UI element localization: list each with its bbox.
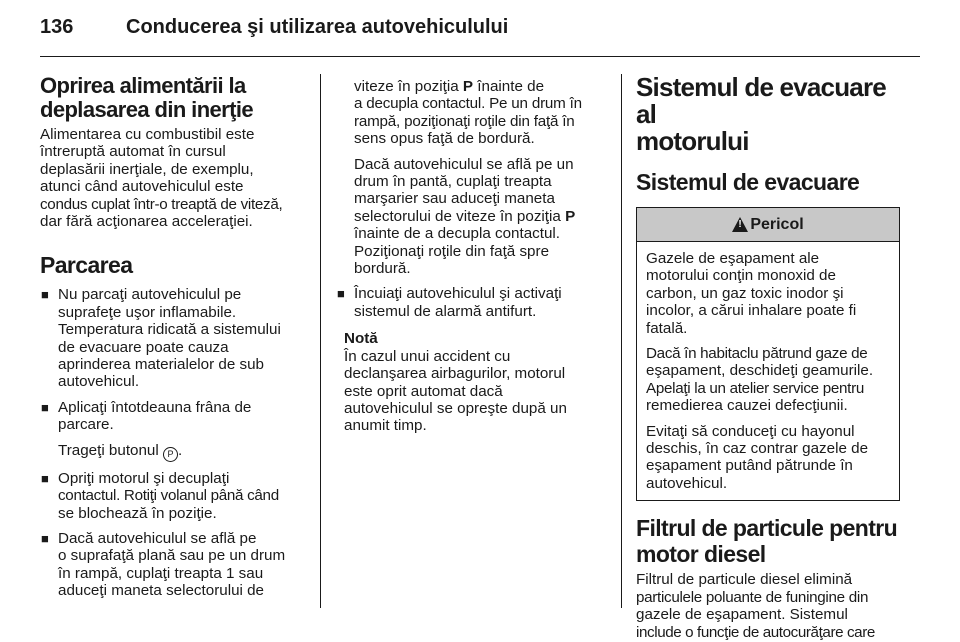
danger-paragraph-2 (646, 345, 891, 415)
list-item (40, 470, 308, 522)
bullet-square-icon: ■ (337, 286, 345, 302)
text-line: autovehiculul se opreşte după un (344, 399, 567, 417)
text-line: a decupla contactul. Pe un drum în (354, 95, 582, 113)
text-line: rampă, poziţionaţi roţile din faţă în (354, 112, 575, 130)
danger-box-header (637, 208, 899, 242)
text-line: Aplicaţi întotdeauna frâna de (58, 398, 252, 416)
text-line: include o funcţie de autocurăţare care (636, 623, 875, 641)
danger-label: Pericol (750, 215, 804, 233)
list-item (336, 285, 606, 320)
gear-position-label: P (565, 207, 576, 225)
text-line: motorului conţin monoxid de (646, 267, 836, 285)
text-line: incolor, a cărui inhalare poate fi (646, 302, 857, 320)
danger-box (636, 207, 900, 501)
text-span: selectorului de viteze în poziţia (354, 207, 561, 225)
fuel-cut-paragraph (40, 126, 308, 230)
text-line: parcare. (58, 416, 114, 434)
text-line: o suprafaţă plană sau pe un drum (58, 547, 286, 565)
text-line: Gazele de eşapament ale (646, 250, 820, 267)
text-line (354, 208, 606, 225)
header-divider (40, 56, 920, 57)
text-line: Dacă autovehiculul se află pe (58, 529, 257, 547)
text-line: fatală. (646, 319, 688, 337)
heading-line: Sistemul de evacuare al (636, 72, 886, 129)
slope-paragraph (336, 156, 606, 278)
text-line: aprinderea materialelor de sub (58, 356, 264, 374)
text-line: eşapament putând pătrunde în (646, 457, 853, 475)
text-line: se blochează în poziţie. (58, 504, 217, 522)
list-item (40, 399, 308, 434)
bullet-square-icon: ■ (41, 530, 49, 546)
column-divider-1 (320, 74, 321, 608)
column-middle (336, 78, 606, 435)
text-line: înainte de a decupla contactul. (354, 225, 561, 243)
danger-paragraph-3 (646, 423, 891, 493)
subheading-exhaust-system: Sistemul de evacuare (636, 169, 860, 195)
text-line: remedierea cauzei defecţiunii. (646, 397, 848, 415)
parking-brake-icon: P (163, 447, 178, 462)
text-line: bordură. (354, 260, 411, 278)
chapter-title: Conducerea şi utilizarea autovehiculului (126, 16, 509, 38)
list-item (40, 530, 308, 600)
page-number: 136 (40, 16, 74, 38)
text-line: întreruptă automat în cursul (40, 143, 226, 161)
note-block (336, 330, 606, 434)
text-line: În cazul unui accident cu (344, 347, 511, 365)
danger-box-body (637, 242, 899, 500)
text-line: deschis, în caz contrar gazele de (646, 440, 869, 458)
diesel-filter-paragraph (636, 571, 906, 641)
text-line: sens opus faţă de bordură. (354, 130, 535, 148)
bullet-square-icon: ■ (41, 287, 49, 303)
text-line: dar fără acţionarea acceleraţiei. (40, 213, 253, 231)
text-line: autovehicul. (646, 474, 728, 492)
text-line: Poziţionaţi roţile din faţă spre (354, 242, 550, 260)
parking-brake-instruction: Trageţi butonul P . (40, 442, 308, 462)
text-line: condus cuplat într-o treaptă de viteză, (40, 195, 283, 213)
section-heading-exhaust (636, 74, 906, 155)
text-line: Dacă autovehiculul se află pe un (354, 155, 574, 173)
text-line: gazele de eşapament. Sistemul (636, 606, 848, 624)
text-line: Nu parcaţi autovehiculul pe (58, 286, 242, 304)
text-line: Opriţi motorul şi decuplaţi (58, 469, 230, 487)
text-line: Filtrul de particule diesel elimină (636, 571, 853, 589)
heading-line: Filtrul de particule pentru (636, 515, 898, 542)
text-line: deplasării inerţiale, de exemplu, (40, 160, 254, 178)
note-title: Notă (344, 330, 378, 348)
text-line (354, 78, 606, 95)
text-line: este oprit automat dacă (344, 382, 503, 400)
bullet-square-icon: ■ (41, 399, 49, 415)
section-heading-fuel-cut: Oprirea alimentării la deplasarea din inerţie (40, 73, 253, 122)
column-right (636, 74, 906, 641)
danger-paragraph-1 (646, 250, 891, 337)
text-line: anumit timp. (344, 417, 427, 435)
text-line: carbon, un gaz toxic inodor şi (646, 284, 844, 302)
text-line: Dacă în habitaclu pătrund gaze de (646, 345, 868, 363)
heading-line: motorului (636, 126, 749, 156)
text-line: atunci când autovehiculul este (40, 178, 244, 196)
warning-triangle-icon: ! (732, 217, 748, 232)
text-line: Trageţi butonul (58, 441, 159, 459)
text-line: aduceţi maneta selectorului de (58, 582, 265, 600)
text-line: Încuiaţi autovehiculul şi activaţi (354, 285, 562, 303)
text-line: declanşarea airbagurilor, motorul (344, 365, 566, 383)
page-header (40, 10, 920, 52)
text-line: în rampă, cuplaţi treapta 1 sau (58, 564, 264, 582)
text-line: Evitaţi să conduceţi cu hayonul (646, 422, 855, 440)
text-line: de evacuare poate cauza (58, 338, 229, 356)
text-line: suprafeţe uşor inflamabile. (58, 303, 237, 321)
text-line: Apelaţi la un atelier service pentru (646, 379, 864, 397)
parking-continuation (336, 78, 606, 148)
text-line: Alimentarea cu combustibil este (40, 126, 255, 143)
heading-line: motor diesel (636, 541, 766, 568)
text-line: drum în pantă, cuplaţi treapta (354, 173, 552, 191)
text-line: particulele poluante de funingine din (636, 588, 869, 606)
text-line: marşarier sau aduceţi maneta (354, 190, 555, 208)
gear-position-label: P (462, 78, 474, 95)
text-line: eşapament, deschideţi geamurile. (646, 362, 874, 380)
text-span: viteze în poziţia (354, 78, 459, 95)
text-line: sistemul de alarmă antifurt. (354, 302, 537, 320)
text-line: Temperatura ridicată a sistemului (58, 321, 281, 339)
section-heading-diesel-filter (636, 515, 906, 567)
list-item (40, 286, 308, 390)
column-left (40, 74, 308, 600)
column-divider-2 (621, 74, 622, 608)
text-line: autovehicul. (58, 373, 140, 391)
text-line: contactul. Rotiţi volanul până când (58, 487, 279, 505)
section-heading-parking: Parcarea (40, 252, 133, 279)
text-span: înainte de (477, 78, 545, 95)
bullet-square-icon: ■ (41, 470, 49, 486)
